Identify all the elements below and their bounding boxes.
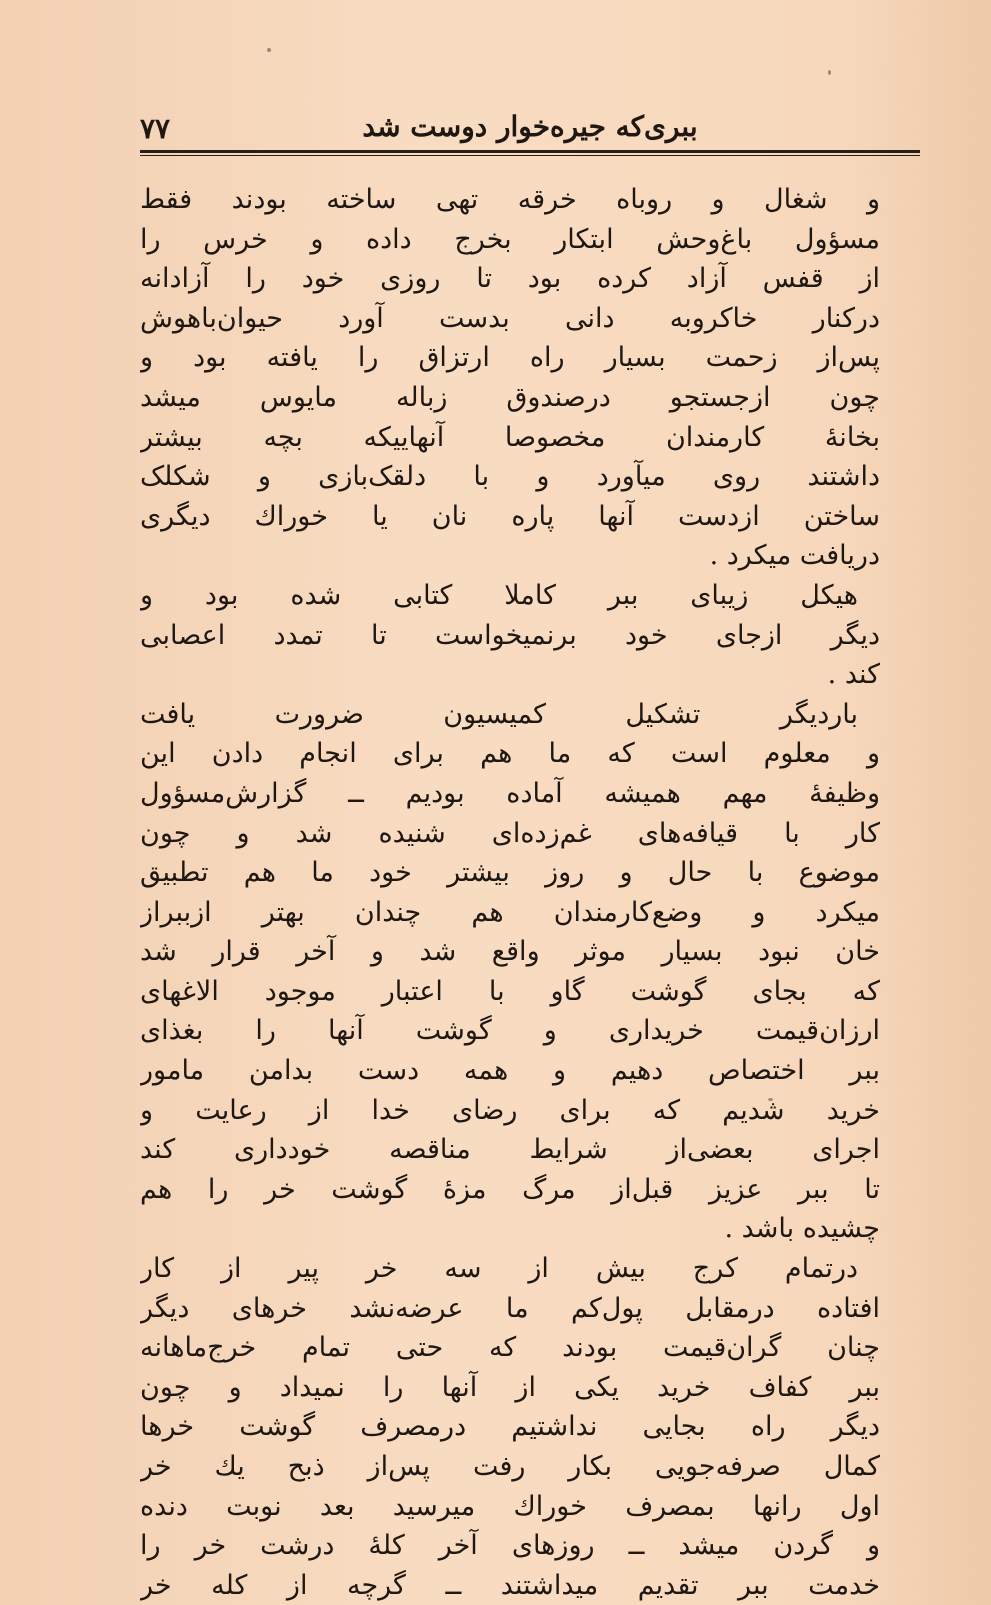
text-line: درکنار خاکروبه دانی بدست آورد حیوان‌باهوش [140, 302, 880, 334]
text-line: موضوع با حال و روز بیشتر خود ما هم تطبیق [140, 857, 880, 889]
text-line: بخانهٔ کارمندان مخصوصا آنهاییکه بچه بیشتر [140, 421, 880, 453]
text-line: دیگر ازجای خود برنمیخواست تا تمدد اعصابی [140, 619, 880, 651]
text-line: و شغال و روباه خرقه تهی ساخته بودند فقط [140, 184, 880, 215]
text-line: افتاده درمقابل پول‌کم ما عرضه‌نشد خرهای دیگر [140, 1292, 880, 1324]
text-line: که بجای گوشت گاو با اعتبار موجود الاغهای [140, 975, 880, 1007]
body-text [140, 180, 880, 1605]
text-line: مسؤول باغ‌وحش ابتکار بخرج داده و خرس را [140, 223, 880, 255]
text-line: ببر کفاف خرید یکی از آنها را نمیداد و چون [140, 1371, 880, 1403]
text-line: اول رانها بمصرف خوراك میرسید بعد نوبت دنده [140, 1490, 880, 1522]
paper-speck [828, 70, 831, 75]
text-line: کمال صرفه‌جویی بکار رفت پس‌از ذبح یك خر [140, 1451, 880, 1482]
text-line: دیگر راه بجایی نداشتیم درمصرف گوشت خرها [140, 1411, 880, 1443]
text-line: ارزان‌قیمت خریداری و گوشت آنها را بغذای [140, 1015, 880, 1047]
text-line: چنان گران‌قیمت بودند که حتی تمام خرج‌ماهانه [140, 1332, 880, 1364]
running-title: ببری‌که جیره‌خوار دوست شد [362, 110, 698, 143]
text-line: از قفس آزاد کرده بود تا روزی خود را آزادانه [140, 263, 880, 295]
text-line: وظیفهٔ مهم همیشه آماده بودیم ــ گزارش‌مسؤول [140, 777, 880, 809]
text-line: هیکل زیبای ببر کاملا کتابی شده بود و [140, 579, 858, 611]
text-line: دریافت میکرد . [709, 540, 880, 572]
text-line: چشیده باشد . [724, 1213, 880, 1245]
text-line: اجرای بعضی‌از شرایط مناقصه خودداری کند [140, 1134, 880, 1166]
text-line: خان نبود بسیار موثر واقع شد و آخر قرار شد [140, 936, 880, 968]
text-line: خدمت ببر تقدیم میداشتند ــ گرچه از کله خر [140, 1569, 880, 1601]
text-line: داشتند روی میآورد و با دلقک‌بازی و شکلک [140, 461, 880, 493]
text-line: میکرد و وضع‌کارمندان هم چندان بهتر ازببراز [140, 896, 880, 928]
page-header [140, 110, 918, 150]
text-line: کار با قیافه‌های غم‌زده‌ای شنیده شد و چون [140, 817, 880, 849]
text-line: و گردن میشد ــ روزهای آخر کلهٔ درشت خر را [140, 1530, 880, 1562]
text-line: چون ازجستجو درصندوق زباله مایوس میشد [140, 381, 880, 413]
text-line: پس‌از زحمت بسیار راه ارتزاق را یافته بود و [140, 342, 880, 374]
text-line: باردیگر تشکیل کمیسیون ضرورت یافت [140, 698, 858, 730]
text-line: درتمام کرج بیش از سه خر پیر از کار [140, 1253, 858, 1285]
text-line: خرید شدیم که برای رضای خدا از رعایت و [140, 1094, 880, 1126]
text-line: کند . [827, 659, 880, 691]
text-line: و معلوم است که ما هم برای انجام دادن این [140, 738, 880, 770]
text-line: ساختن ازدست آنها پاره نان یا خوراك دیگری [140, 500, 880, 532]
header-rule-thin [140, 155, 920, 156]
page-number: ۷۷ [140, 112, 171, 145]
text-line: ببر اختصاص دهیم و همه دست بدامن مامور [140, 1055, 880, 1087]
paper-speck [267, 48, 271, 52]
text-line: تا ببر عزیز قبل‌از مرگ مزهٔ گوشت خر را هم [140, 1173, 880, 1205]
header-rule [140, 150, 920, 153]
